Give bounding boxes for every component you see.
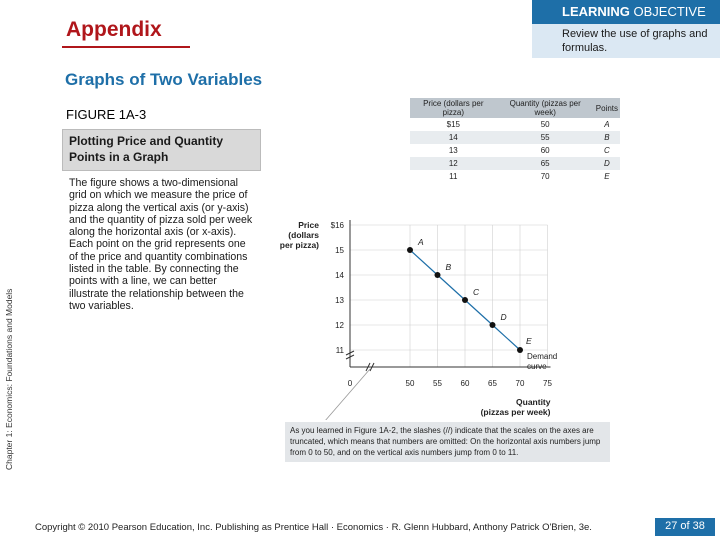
x-tick-label: 75 [543,379,552,388]
table-cell-point: E [594,170,620,183]
copyright-footer: Copyright © 2010 Pearson Education, Inc. Publishing as Prentice Hall · Economics · R. Glenn Hubbard, Anthony Patrick O'Brien, 3e. [35,522,592,533]
table-cell-point: C [594,144,620,157]
x-tick-label: 70 [515,379,525,388]
data-point [517,347,523,353]
y-tick-label: 11 [335,346,344,355]
chapter-side-label: Chapter 1: Economics: Foundations and Models [4,288,14,470]
x-tick-label: 50 [405,379,415,388]
point-label: C [473,287,480,297]
data-point [435,272,441,278]
x-axis-label: Quantity [516,397,551,407]
y-tick-label: 14 [335,271,344,280]
table-row [410,144,620,157]
figure-description: The figure shows a two-dimensional grid on which we measure the price of pizza along the vertical axis (or y-axis) and the quantity of pizza sold per week along the horizontal axis (or x-axis). Each point on the grid represents one of the price and quantity combinations listed in the table. By connecting the points with a line, we can better illustrate the relationship between the two variables. [69,177,253,312]
x-tick-label: 0 [347,379,353,388]
slide-title: Appendix [66,18,162,41]
data-point [490,322,496,328]
data-point [407,247,413,253]
y-axis-label: (dollars [288,230,319,240]
x-axis-label: (pizzas per week) [480,407,551,417]
page-number: 27 of 38 [655,518,715,536]
learning-objective-label2: OBJECTIVE [633,4,706,19]
x-tick-label: 55 [433,379,442,388]
table-cell-quantity: 65 [497,157,594,170]
data-point [462,297,468,303]
table-cell-quantity: 70 [497,170,594,183]
section-heading: Graphs of Two Variables [65,70,263,89]
x-tick-label: 60 [460,379,470,388]
table-row [410,157,620,170]
y-tick-label: $16 [330,221,344,230]
figure-caption: Plotting Price and Quantity Points in a Graph [62,129,261,171]
table-cell-price: 11 [410,170,497,183]
price-quantity-table [410,98,620,183]
demand-graph [270,215,700,420]
point-label: B [445,262,452,272]
table-cell-quantity: 50 [497,118,594,131]
table-cell-price: 13 [410,144,497,157]
table-cell-price: $15 [410,118,497,131]
table-cell-quantity: 60 [497,144,594,157]
table-header-quantity: Quantity (pizzas per week) [497,98,594,118]
point-label: D [500,312,507,322]
table-header-points: Points [594,98,620,118]
learning-objective-text: Review the use of graphs and formulas. [532,24,720,58]
table-row [410,170,620,183]
curve-label: Demand [527,352,558,361]
leader-line [292,369,370,420]
point-label: E [526,336,532,346]
y-axis-label: Price [298,220,319,230]
figure-label: FIGURE 1A-3 [66,107,147,122]
point-label: A [418,237,424,247]
table-cell-price: 14 [410,131,497,144]
curve-label: curve [527,362,547,371]
y-tick-label: 13 [335,296,344,305]
learning-objective-header [532,0,720,24]
axis-note: As you learned in Figure 1A-2, the slashes (//) indicate that the scales on the axes are truncated, which means that numbers are omitted: On the horizontal axis numbers jump from 0 to 50, and on the vertical axis numbers jump from 0 to 11. [285,422,610,462]
title-underline [62,46,190,48]
table-cell-quantity: 55 [497,131,594,144]
y-tick-label: 12 [335,321,344,330]
table-row [410,118,620,131]
x-tick-label: 65 [488,379,497,388]
table-header-price: Price (dollars per pizza) [410,98,497,118]
table-cell-price: 12 [410,157,497,170]
table-cell-point: A [594,118,620,131]
y-tick-label: 15 [335,246,344,255]
table-cell-point: D [594,157,620,170]
table-cell-point: B [594,131,620,144]
y-axis-label: per pizza) [279,240,319,250]
table-row [410,131,620,144]
learning-objective-label: LEARNING [562,4,630,19]
